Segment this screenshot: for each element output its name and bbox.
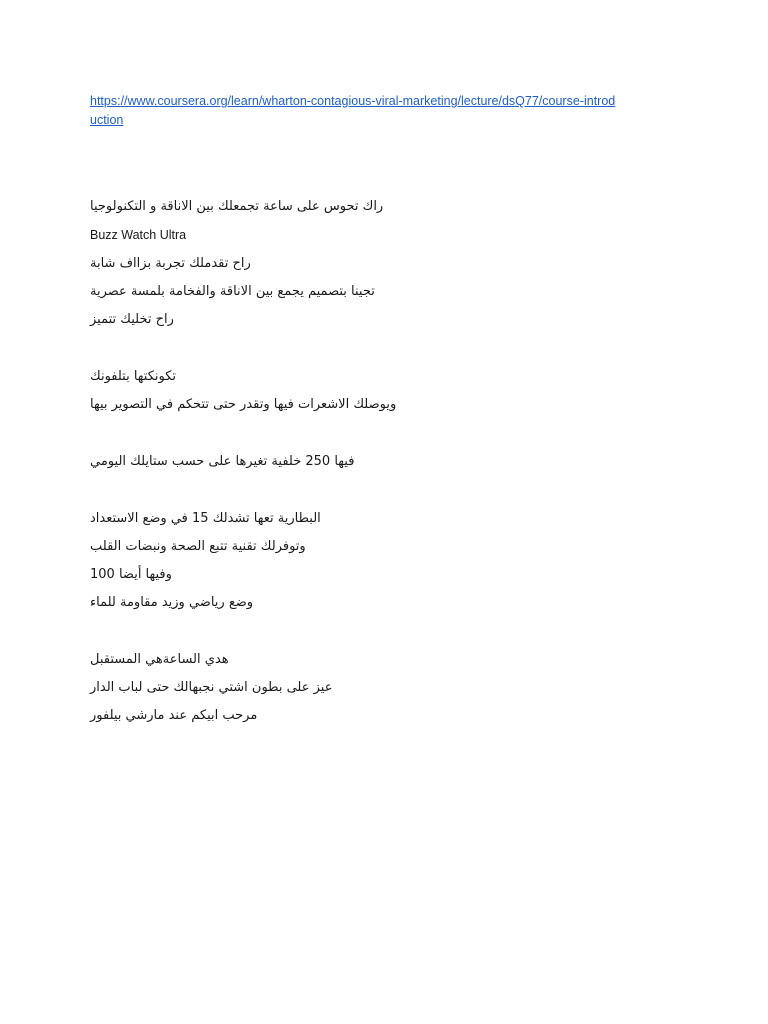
text-line-11: وفيها أيضا 100 [90, 567, 172, 582]
text-line-7: ويوصلك الاشعرات فيها وتقدر حتى تتحكم في التصوير بيها [90, 397, 397, 412]
text-line-12: وضع رياضي وزيد مقاومة للماء [90, 595, 254, 610]
text-line-5: راح تخليك تتميز [90, 312, 174, 327]
text-line-8: فيها 250 خلفية تغيرها على حسب ستايلك اليومي [90, 454, 355, 469]
text-line-4: تجينا بتصميم يجمع بين الاناقة والفخامة بلمسة عصرية [90, 284, 375, 299]
course-link[interactable]: https://www.coursera.org/learn/wharton-contagious-viral-marketing/lecture/dsQ77/course-introduction [90, 94, 616, 127]
text-line-1: راك تحوس على ساعة تجمعلك بين الاناقة و التكنولوجيا [90, 199, 384, 214]
text-line-6: تكونكتها بتلفونك [90, 369, 177, 384]
text-line-3: راح تقدملك تجربة بزااف شابة [90, 256, 251, 271]
text-line-9: البطارية تعها تشدلك 15 في وضع الاستعداد [90, 511, 321, 526]
text-line-15: مرحب ابيكم عند مارشي بيلفور [90, 708, 258, 723]
text-line-10: وتوفرلك تقنية تتبع الصحة ونبضات القلب [90, 539, 306, 554]
product-name: Buzz Watch Ultra [90, 228, 187, 242]
text-line-13: هدي الساعةهي المستقبل [90, 652, 229, 667]
text-line-14: عيز على بطون اشتي نجبهالك حتى لباب الدار [90, 680, 333, 695]
